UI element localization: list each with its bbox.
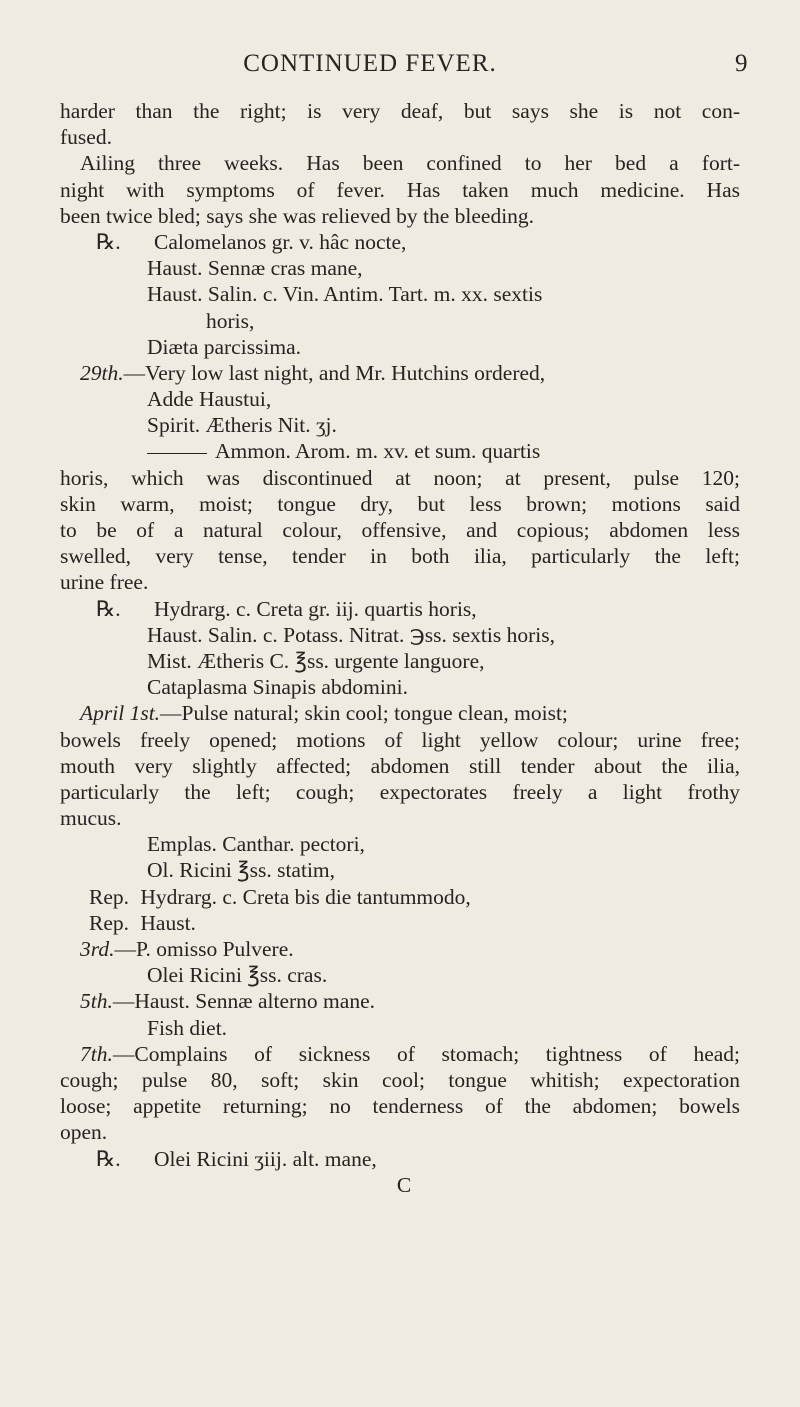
recipe-symbol: ℞. (96, 1146, 121, 1171)
prescription-text: Calomelanos gr. v. hâc nocte, (154, 229, 407, 254)
prescription-line: Ol. Ricini ℥ss. statim, (147, 858, 336, 883)
entry-text: —Pulse natural; skin cool; tongue clean, moist; (160, 701, 568, 726)
text-line: skin warm, moist; tongue dry, but less brown; motions said (60, 491, 740, 516)
prescription-text: Olei Ricini ʒiij. alt. mane, (154, 1146, 377, 1171)
dated-entry (60, 700, 740, 726)
dated-entry (60, 360, 740, 386)
entry-text: —Complains of sickness of stomach; tightness of head; (112, 1041, 740, 1066)
prescription-text: Haust. (140, 910, 196, 935)
text-line: harder than the right; is very deaf, but says she is not con- (60, 99, 740, 123)
text-line: mouth very slightly affected; abdomen still tender about the ilia, (60, 753, 740, 778)
prescription-line (60, 884, 740, 910)
entry-text: —Haust. Sennæ alterno mane. (112, 989, 375, 1014)
prescription-line: Spirit. Ætheris Nit. ʒj. (147, 413, 337, 438)
text-line: night with symptoms of fever. Has taken much medicine. Has (60, 177, 740, 202)
prescription-line: Diæta parcissima. (147, 334, 302, 359)
prescription-line: Adde Haustui, (147, 387, 272, 412)
prescription-line: Haust. Salin. c. Potass. Nitrat. ℈ss. sextis horis, (147, 622, 555, 647)
prescription-text: Ammon. Arom. m. xv. et sum. quartis (215, 439, 541, 464)
prescription-line: Haust. Sennæ cras mane, (147, 256, 363, 281)
repeat-label: Rep. (89, 884, 130, 909)
entry-date: 7th. (80, 1041, 113, 1066)
entry-text: —P. omisso Pulvere. (114, 937, 294, 961)
entry-date: 3rd. (80, 937, 115, 961)
text-body (60, 98, 740, 1198)
text-line: been twice bled; says she was relieved by the bleeding. (60, 203, 535, 228)
signature-mark: C (396, 1172, 412, 1197)
recipe-symbol: ℞. (96, 229, 121, 254)
entry-date: 29th. (80, 360, 124, 385)
page-number: 9 (735, 50, 748, 77)
page-title: CONTINUED FEVER. (243, 50, 497, 77)
text-line: to be of a natural colour, offensive, and copious; abdomen less (60, 518, 740, 542)
dated-entry (60, 936, 740, 962)
prescription-text: Hydrarg. c. Creta gr. iij. quartis horis, (154, 596, 477, 621)
entry-date: April 1st. (80, 701, 161, 726)
text-line: urine free. (60, 570, 149, 595)
prescription-line (60, 596, 740, 622)
running-header (0, 50, 800, 84)
prescription-line: Mist. Ætheris C. ℥ss. urgente languore, (147, 648, 485, 673)
text-line: mucus. (60, 806, 122, 831)
dated-entry (60, 988, 740, 1014)
recipe-symbol: ℞. (96, 596, 121, 621)
prescription-line (60, 438, 740, 464)
prescription-line: Cataplasma Sinapis abdomini. (147, 675, 408, 700)
ditto-dash (147, 453, 207, 454)
prescription-line: horis, (206, 308, 255, 333)
text-line: loose; appetite returning; no tenderness of the abdomen; bowels (60, 1094, 740, 1119)
prescription-line: Emplas. Canthar. pectori, (147, 832, 365, 857)
entry-text: —Very low last night, and Mr. Hutchins ordered, (123, 360, 546, 385)
prescription-line (60, 229, 740, 255)
text-line: swelled, very tense, tender in both ilia, particularly the left; (60, 544, 740, 569)
text-line: horis, which was discontinued at noon; at present, pulse 120; (60, 465, 740, 490)
prescription-line (60, 910, 740, 936)
text-line: fused. (60, 125, 112, 150)
text-line: bowels freely opened; motions of light yellow colour; urine free; (60, 727, 740, 752)
text-line: Ailing three weeks. Has been confined to her bed a fort- (80, 151, 740, 176)
text-line: open. (60, 1120, 108, 1145)
prescription-text: Hydrarg. c. Creta bis die tantummodo, (140, 884, 471, 909)
dated-entry (60, 1041, 740, 1067)
prescription-line: Olei Ricini ℥ss. cras. (147, 963, 328, 988)
prescription-line: Fish diet. (147, 1015, 228, 1040)
text-line: particularly the left; cough; expectorates freely a light frothy (60, 779, 740, 804)
repeat-label: Rep. (89, 910, 130, 935)
prescription-line: Haust. Salin. c. Vin. Antim. Tart. m. xx. sextis (147, 282, 543, 307)
prescription-line (60, 1146, 740, 1172)
text-line: cough; pulse 80, soft; skin cool; tongue whitish; expectoration (60, 1067, 740, 1092)
entry-date: 5th. (80, 989, 113, 1014)
